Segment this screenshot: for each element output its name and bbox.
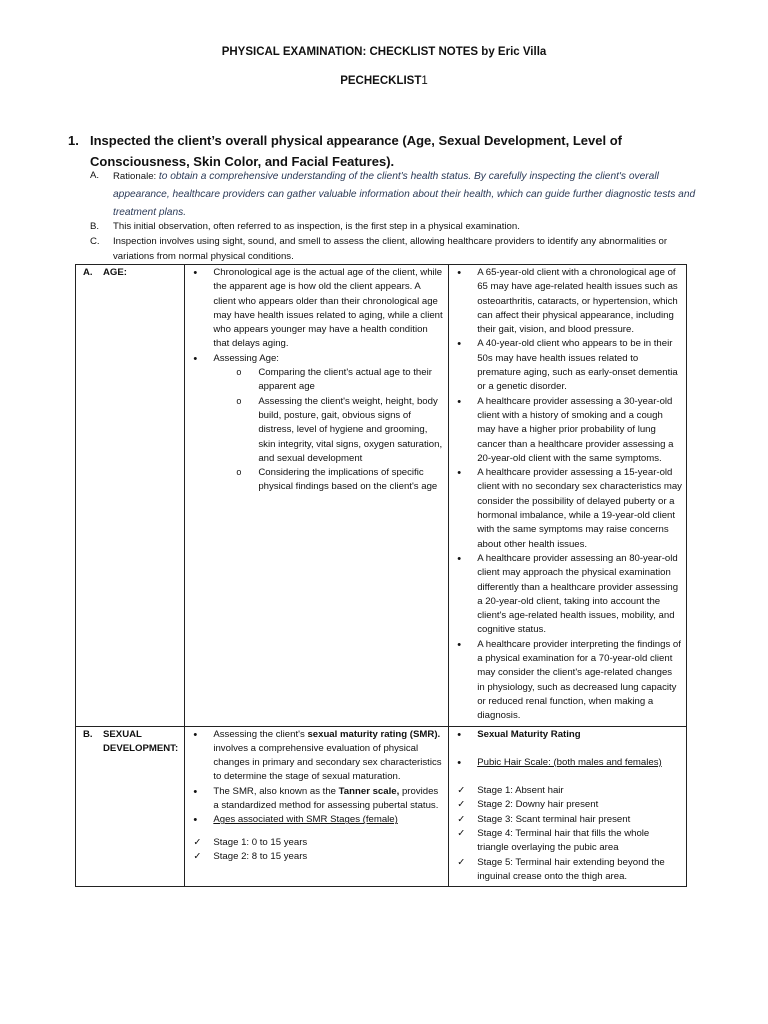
list-item: • A 65-year-old client with a chronological age of 65 may have age-related health issues such as osteoarthritis, cataracts, or hypertension, which can affect their physical appearance, including their gait, vision, and blood pressure. bbox=[453, 266, 682, 337]
row-letter: B. bbox=[83, 728, 93, 740]
row-title: SEXUAL DEVELOPMENT: bbox=[103, 728, 179, 754]
row-title: AGE: bbox=[103, 267, 127, 278]
section-heading bbox=[68, 130, 708, 172]
check-item: ✓ Stage 2: 8 to 15 years bbox=[189, 850, 444, 864]
inspection-method-item bbox=[90, 234, 710, 264]
list-item: • A healthcare provider assessing a 30-year-old client with a history of smoking and a cough may have a higher prior probability of lung cancer than a healthcare provider assessing a 20-year-old client with the same symptoms. bbox=[453, 395, 682, 466]
sub-list-item: o Comparing the client's actual age to their apparent age bbox=[234, 366, 444, 395]
check-item: ✓ Stage 2: Downy hair present bbox=[453, 798, 682, 812]
list-item bbox=[189, 728, 444, 785]
table-row-age bbox=[76, 265, 687, 727]
list-item bbox=[189, 352, 444, 495]
smr-heading: Sexual Maturity Rating bbox=[477, 728, 581, 740]
item-label: A. bbox=[90, 170, 100, 181]
row-label-cell bbox=[76, 265, 185, 727]
rationale-lead: Rationale: bbox=[113, 171, 157, 182]
smr-ages-heading: Ages associated with SMR Stages (female) bbox=[213, 814, 398, 826]
list-item: • A healthcare provider assessing a 15-year-old client with no secondary sex characteristics may consider the possibility of delayed puberty or a hormonal imbalance, while a 19-year-old client with the same symptoms may raise concerns about other health issues. bbox=[453, 466, 682, 552]
check-item: ✓ Stage 4: Terminal hair that fills the whole triangle overlaying the pubic area bbox=[453, 827, 682, 856]
list-item bbox=[453, 728, 682, 742]
smr-term: sexual maturity rating (SMR). bbox=[307, 728, 441, 740]
list-item: • A healthcare provider interpreting the findings of a physical examination for a 70-year-old client may consider the client's age-related changes in physiology, such as decreased lung capacity or reduced renal function, when making a diagnosis. bbox=[453, 638, 682, 724]
inspection-note-item bbox=[90, 219, 710, 234]
document-code-text: PECHECKLIST bbox=[340, 75, 422, 87]
rationale-item bbox=[90, 168, 710, 222]
list-item bbox=[189, 785, 444, 814]
list-item bbox=[189, 813, 444, 827]
row-label-cell bbox=[76, 726, 185, 887]
smr-scale-cell bbox=[449, 726, 687, 887]
tanner-term: Tanner scale, bbox=[338, 785, 400, 797]
list-item: • A healthcare provider assessing an 80-year-old client may approach the physical examination differently than a healthcare provider assessing a 20-year-old client, taking into account the client's age-related health issues, mobility, and cognitive status. bbox=[453, 552, 682, 638]
check-item: ✓ Stage 3: Scant terminal hair present bbox=[453, 813, 682, 827]
check-item: ✓ Stage 1: Absent hair bbox=[453, 784, 682, 798]
tanner-text-pre: The SMR, also known as the bbox=[213, 785, 339, 797]
document-code bbox=[0, 75, 768, 87]
smr-assessment-cell bbox=[185, 726, 449, 887]
pubic-hair-scale-heading: Pubic Hair Scale: (both males and females) bbox=[477, 756, 662, 768]
section-title: Inspected the client’s overall physical appearance (Age, Sexual Development, Level of Consciousness, Skin Color, and Facial Features). bbox=[90, 133, 622, 169]
checklist-table bbox=[75, 264, 687, 887]
smr-text-pre: Assessing the client's bbox=[213, 728, 308, 740]
age-examples-cell bbox=[449, 265, 687, 727]
list-item bbox=[453, 756, 682, 770]
document-code-number: 1 bbox=[421, 75, 428, 87]
rationale-text: to obtain a comprehensive understanding of the client's health status. By carefully inspecting the client's overall appearance, healthcare providers can gather valuable information about their health, which can guide further diagnostic tests and treatment plans. bbox=[113, 171, 696, 218]
smr-text-post: involves a comprehensive evaluation of physical changes in primary and secondary sex characteristics to determine the stage of sexual maturation. bbox=[213, 742, 442, 783]
sub-list-item: o Considering the implications of specific physical findings based on the client's age bbox=[234, 466, 444, 495]
check-item: ✓ Stage 1: 0 to 15 years bbox=[189, 836, 444, 850]
section-number: 1. bbox=[68, 133, 79, 148]
age-assessment-cell bbox=[185, 265, 449, 727]
document-title: PHYSICAL EXAMINATION: CHECKLIST NOTES by Eric Villa bbox=[221, 46, 547, 58]
row-letter: A. bbox=[83, 267, 93, 278]
sub-list-item: o Assessing the client's weight, height, body build, posture, gait, obvious signs of distress, level of hygiene and grooming, skin integrity, vital signs, oxygen saturation, and sexual development bbox=[234, 395, 444, 466]
item-label: B. bbox=[90, 221, 100, 232]
tanner-text-post: provides a standardized method for assessing pubertal status. bbox=[213, 785, 439, 811]
item-text: This initial observation, often referred to as inspection, is the first step in a physical examination. bbox=[113, 221, 520, 232]
list-item: • A 40-year-old client who appears to be in their 50s may have health issues related to premature aging, such as early-onset dementia or a genetic disorder. bbox=[453, 337, 682, 394]
table-row-sexual-development bbox=[76, 726, 687, 887]
check-item: ✓ Stage 5: Terminal hair extending beyond the inguinal crease onto the thigh area. bbox=[453, 856, 682, 885]
list-item: • Chronological age is the actual age of the client, while the apparent age is how old the client appears. A client who appears older than their chronological age may have health issues related to aging, while a client who appears younger may have a health condition that delays aging. bbox=[189, 266, 444, 352]
item-text: Inspection involves using sight, sound, and smell to assess the client, allowing healthcare providers to identify any abnormalities or variations from normal physical conditions. bbox=[113, 236, 668, 262]
list-item-text: Assessing Age: bbox=[213, 352, 279, 364]
item-label: C. bbox=[90, 236, 100, 247]
